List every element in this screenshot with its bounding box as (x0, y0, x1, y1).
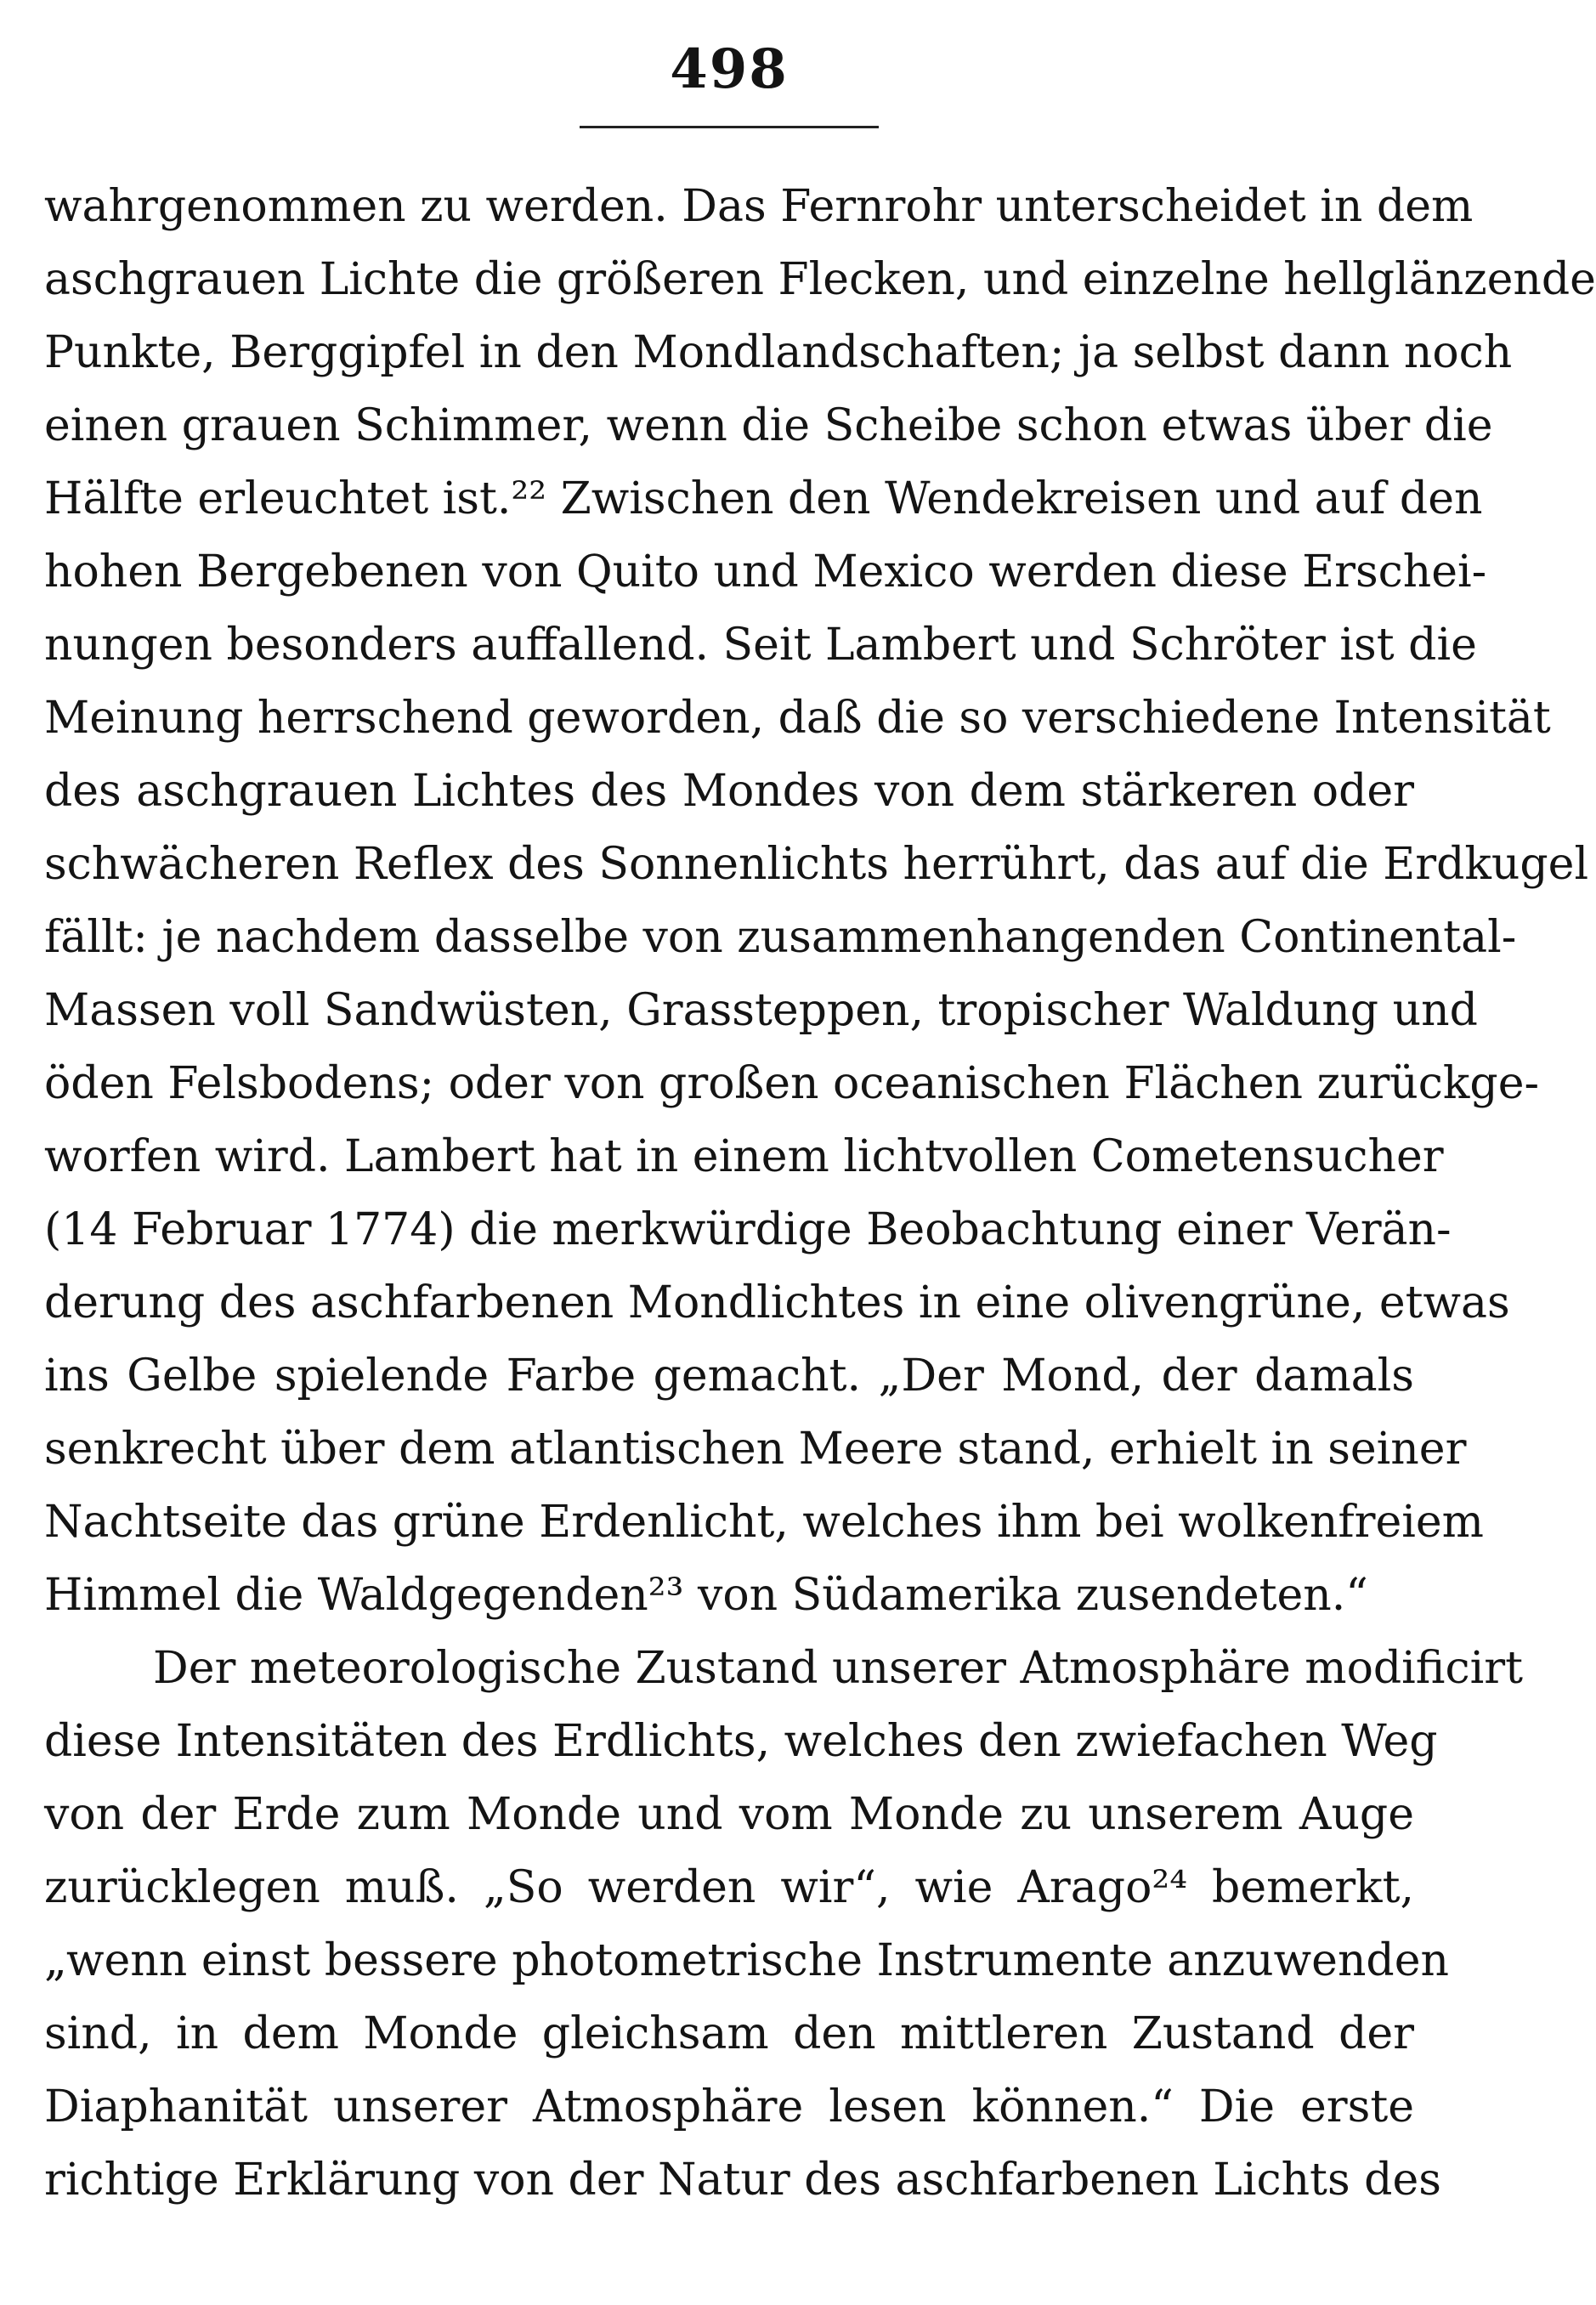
text-line: Punkte, Berggipfel in den Mondlandschaften; ja selbst dann noch (44, 327, 1513, 378)
text-line: Nachtseite das grüne Erdenlicht, welches ihm bei wolkenfreiem (44, 1497, 1484, 1548)
text-line: Hälfte erleuchtet ist.²² Zwischen den Wendekreisen und auf den (44, 473, 1483, 524)
text-line: richtige Erklärung von der Natur des aschfarbenen Lichts des (44, 2155, 1441, 2206)
text-line: aschgrauen Lichte die größeren Flecken, und einzelne hellglänzende (44, 254, 1596, 305)
text-line: senkrecht über dem atlantischen Meere stand, erhielt in seiner (44, 1424, 1467, 1475)
paragraph-end-line: Himmel die Waldgegenden²³ von Südamerika zusendeten.“ (44, 1570, 1368, 1621)
text-line: Meinung herrschend geworden, daß die so verschiedene Intensität (44, 693, 1551, 744)
text-line: nungen besonders auffallend. Seit Lambert und Schröter ist die (44, 620, 1477, 671)
text-line: zurücklegen muß. „So werden wir“, wie Arago²⁴ bemerkt, (44, 1862, 1414, 1913)
text-line: derung des aschfarbenen Mondlichtes in eine olivengrüne, etwas (44, 1277, 1510, 1328)
text-line: schwächeren Reflex des Sonnenlichts herrührt, das auf die Erdkugel (44, 839, 1589, 890)
text-line: Massen voll Sandwüsten, Grassteppen, tropischer Waldung und (44, 985, 1478, 1036)
paragraph-start-line: Der meteorologische Zustand unserer Atmosphäre modificirt (153, 1643, 1523, 1694)
text-line: hohen Bergebenen von Quito und Mexico werden diese Erschei- (44, 547, 1487, 597)
body-text (44, 170, 1596, 2217)
text-line: von der Erde zum Monde und vom Monde zu unserem Auge (44, 1789, 1414, 1840)
page-number: 498 (670, 37, 789, 101)
text-line: (14 Februar 1774) die merkwürdige Beobachtung einer Verän- (44, 1204, 1452, 1255)
text-line: „wenn einst bessere photometrische Instrumente anzuwenden (44, 1935, 1449, 1986)
text-line: fällt: je nachdem dasselbe von zusammenhangenden Continental- (44, 912, 1517, 963)
text-line: des aschgrauen Lichtes des Mondes von dem stärkeren oder (44, 766, 1414, 817)
text-line: sind, in dem Monde gleichsam den mittleren Zustand der (44, 2008, 1414, 2059)
text-line: Diaphanität unserer Atmosphäre lesen können.“ Die erste (44, 2081, 1414, 2132)
text-line: ins Gelbe spielende Farbe gemacht. „Der Mond, der damals (44, 1351, 1414, 1402)
text-line: worfen wird. Lambert hat in einem lichtvollen Cometensucher (44, 1131, 1444, 1182)
header-rule (580, 126, 879, 128)
text-line: einen grauen Schimmer, wenn die Scheibe schon etwas über die (44, 400, 1493, 451)
text-line: öden Felsbodens; oder von großen oceanischen Flächen zurückge- (44, 1058, 1540, 1109)
text-line: wahrgenommen zu werden. Das Fernrohr unterscheidet in dem (44, 181, 1474, 232)
text-line: diese Intensitäten des Erdlichts, welches den zwiefachen Weg (44, 1716, 1438, 1767)
